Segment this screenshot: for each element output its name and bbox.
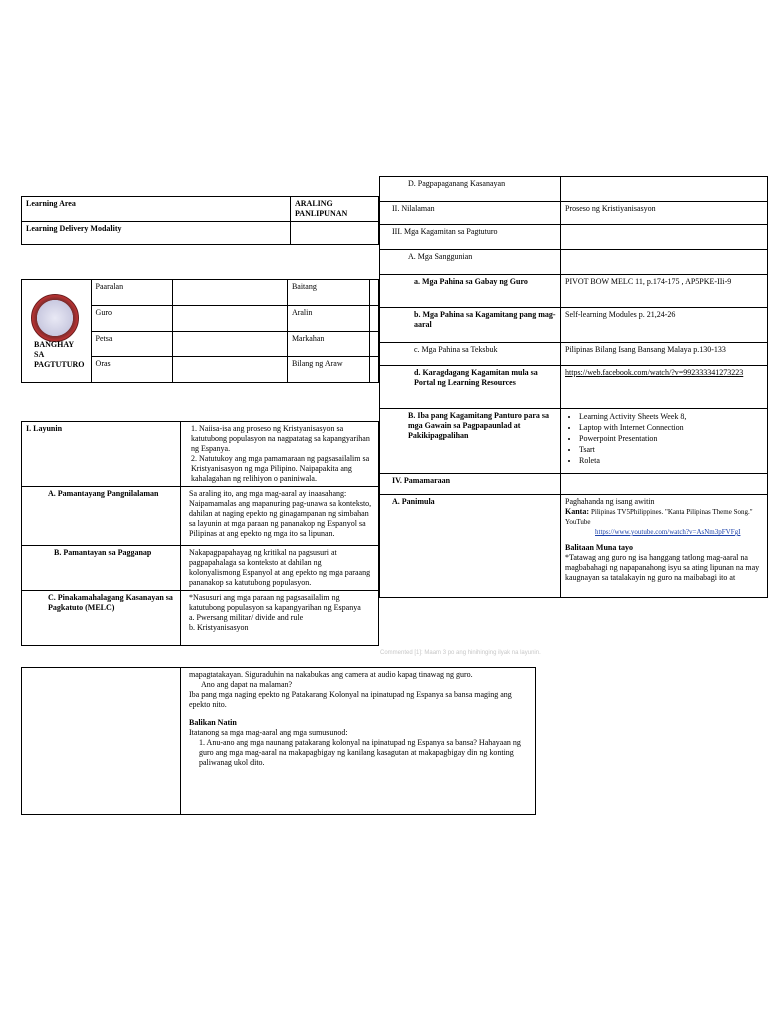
info-label: Oras — [91, 357, 173, 383]
iba-pang-label: B. Iba pang Kagamitang Panturo para sa mga Gawain sa Pagpapaunlad at Pakikipagpalihan — [380, 409, 561, 474]
lower-line: mapagtatakayan. Siguraduhin na nakabukas ang camera at audio kapag tinawag ng guro. — [189, 670, 473, 679]
learning-area-label: Learning Area — [22, 197, 291, 222]
melc-item: b. Kristyanisasyon — [189, 623, 249, 632]
balitaan-text: *Tatawag ang guro ng isa hanggang tatlong mag-aaral na magbabahagi ng napapanahong isyu sa ating lipunan na may kaugnayan sa tatalakayin ng guro na maibabagi ito at — [565, 553, 760, 582]
info-label: Paaralan — [91, 280, 173, 306]
gabay-label: a. Mga Pahina sa Gabay ng Guro — [380, 275, 561, 308]
teksbuk-label: c. Mga Pahina sa Teksbuk — [380, 343, 561, 366]
karagdagang-link[interactable]: https://web.facebook.com/watch/?v=992333341273223 — [561, 366, 768, 409]
kanta-text: Pilipinas TV5Philippines. "Kanta Pilipinas Theme Song." YouTube — [565, 508, 753, 526]
pamantayan-pagganap-label: B. Pamantayan sa Pagganap — [22, 546, 181, 591]
panimula-text: Paghahanda ng isang awitin — [565, 497, 655, 506]
pagpapaganang-label: D. Pagpapaganang Kasanayan — [380, 177, 561, 202]
learning-area-value: ARALING PANLIPUNAN — [291, 197, 379, 222]
info-label2: Markahan — [287, 331, 369, 357]
lower-line: Ano ang dapat na malaman? — [201, 680, 293, 689]
nilalaman-label: II. Nilalaman — [380, 202, 561, 225]
melc-label: C. Pinakamahalagang Kasanayan sa Pagkatuto (MELC) — [22, 591, 181, 646]
sanggunian-label: A. Mga Sanggunian — [380, 250, 561, 275]
kagamitan-item: • Roleta — [579, 455, 763, 466]
layunin-item: 1. Naiisa-isa ang proseso ng Kristyanisasyon sa katutubong populasyon na nagpatatag sa kapangyarihan ng Espanya. — [191, 424, 370, 453]
banner-text: BANGHAY SA PAGTUTURO — [34, 340, 85, 369]
melc-text: *Nasusuri ang mga paraan ng pagsasailalim ng katutubong populasyon sa kapangyarihan ng Espanya — [189, 593, 361, 612]
kagamitang-label: b. Mga Pahina sa Kagamitang pang mag-aaral — [380, 308, 561, 343]
info-table — [21, 279, 379, 383]
layunin-item: 2. Natutukoy ang mga pamamaraan ng pagsasailalim sa Kristyanisasyon ng mga Pilipino. Naipapakita ang kahalagahan ng relihiyon o paniniwala. — [191, 454, 370, 483]
modality-label: Learning Delivery Modality — [22, 222, 291, 245]
balikan-question: 1. Anu-ano ang mga naunang patakarang kolonyal na ipinatupad ng Espanya sa bansa? Hahayaan ng guro ang mga mag-aaral na makapagbigay ng kanilang kasagutan at makapagbigay din ng konting paliwanag ukol dito. — [199, 738, 521, 767]
layunin-table — [21, 421, 379, 646]
logo-cell — [22, 280, 92, 383]
kagamitan-item: • Laptop with Internet Connection — [579, 422, 763, 433]
layunin-title: I. Layunin — [22, 422, 181, 487]
kanta-label: Kanta: — [565, 507, 589, 516]
pamamaraan-label: IV. Pamamaraan — [380, 474, 561, 495]
lower-table — [21, 667, 536, 815]
info-label: Petsa — [91, 331, 173, 357]
melc-item: a. Pwersang militar/ divide and rule — [189, 613, 304, 622]
gabay-value: PIVOT BOW MELC 11, p.174-175 , AP5PKE-IIi-9 — [561, 275, 768, 308]
header-table — [21, 196, 379, 245]
kagamitan-item: • Powerpoint Presentation — [579, 433, 763, 444]
balitaan-title: Balitaan Muna tayo — [565, 543, 634, 552]
kagamitang-value: Self-learning Modules p. 21,24-26 — [561, 308, 768, 343]
pamantayang-pangnilalaman-label: A. Pamantayang Pangnilalaman — [22, 487, 181, 546]
kanta-link[interactable]: https://www.youtube.com/watch?v=AsNm3pFVFgI — [595, 528, 741, 536]
panimula-label: A. Panimula — [380, 495, 561, 598]
deped-logo — [31, 294, 79, 342]
pamantayang-pangnilalaman-text: Sa araling ito, ang mga mag-aaral ay inaasahang: Naipamamalas ang mapanuring pag-unawa sa konteksto, dahilan at naging epekto ng ginagampanan ng simbahan sa layunin at mga paraan ng pananakop ng Espanyol sa Pilipinas at ang epekto ng mga ito sa lipunan. — [181, 487, 379, 546]
right-table — [379, 176, 768, 598]
kagamitan-item: • Learning Activity Sheets Week 8, — [579, 411, 763, 422]
nilalaman-value: Proseso ng Kristiyanisasyon — [561, 202, 768, 225]
balikan-intro: Itatanong sa mga mag-aaral ang mga sumusunod: — [189, 728, 348, 737]
comment-text: Commented [1]: Maam 3 po ang hinihinging ilyak na layunin. — [380, 650, 541, 656]
info-label2: Aralin — [287, 305, 369, 331]
balikan-title: Balikan Natin — [189, 718, 237, 727]
teksbuk-value: Pilipinas Bilang Isang Bansang Malaya p.130-133 — [561, 343, 768, 366]
info-label2: Baitang — [287, 280, 369, 306]
karagdagang-label: d. Karagdagang Kagamitan mula sa Portal ng Learning Resources — [380, 366, 561, 409]
info-label: Guro — [91, 305, 173, 331]
lower-line: Iba pang mga naging epekto ng Patakarang Kolonyal na ipinatupad ng Espanya sa bansa maging ang epekto nito. — [189, 690, 512, 709]
pamantayan-pagganap-text: Nakapagpapahayag ng kritikal na pagsusuri at pagpapahalaga sa konteksto at dahilan ng kolonyalismong Espanyol at ang epekto ng mga paraang pananakop sa katutubong populasyon. — [181, 546, 379, 591]
info-label2: Bilang ng Araw — [287, 357, 369, 383]
kagamitan-label: III. Mga Kagamitan sa Pagtuturo — [380, 225, 561, 250]
kagamitan-list — [565, 411, 763, 466]
kagamitan-item: • Tsart — [579, 444, 763, 455]
